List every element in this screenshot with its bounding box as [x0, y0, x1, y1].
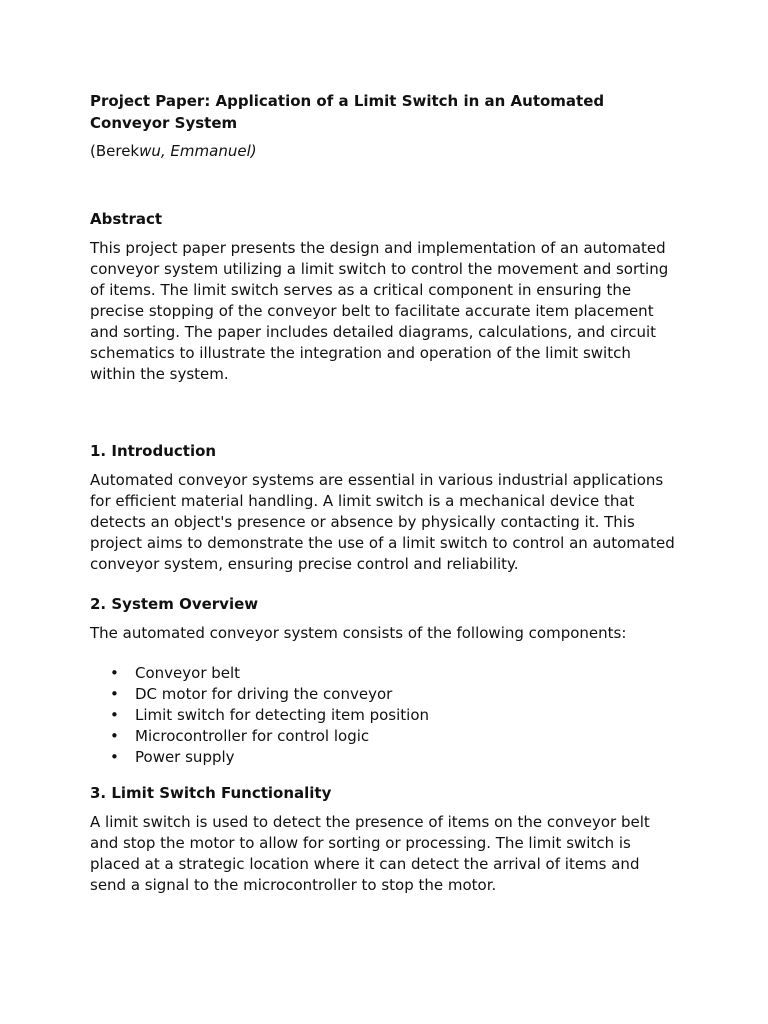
bullet: • — [110, 748, 119, 766]
paper-title: Project Paper: Application of a Limit Switch in an Automated Conveyor System — [90, 92, 605, 132]
list-item-text: Power supply — [135, 748, 235, 766]
list-item — [90, 747, 680, 768]
system-overview-body: The automated conveyor system consists of the following components: — [90, 624, 627, 642]
list-item — [90, 726, 680, 747]
list-item-text: Conveyor belt — [135, 664, 241, 682]
list-item-text: DC motor for driving the conveyor — [135, 685, 393, 703]
limit-switch-heading: 3. Limit Switch Functionality — [90, 784, 332, 802]
list-item — [90, 684, 680, 705]
bullet: • — [110, 706, 119, 724]
author-line — [90, 140, 680, 162]
component-list — [90, 663, 680, 768]
bullet: • — [110, 727, 119, 745]
author-italic: wu, Emmanuel) — [139, 142, 257, 160]
introduction-heading: 1. Introduction — [90, 442, 217, 460]
abstract-heading: Abstract — [90, 210, 163, 228]
bullet: • — [110, 664, 119, 682]
introduction-body: Automated conveyor systems are essential in various industrial applications for efficient material handling. A limit switch is a mechanical device that detects an object's presence or absence by physically contacting it. This project aims to demonstrate the use of a limit switch to control an automated conveyor system, ensuring precise control and reliability. — [90, 471, 675, 573]
list-item — [90, 663, 680, 684]
author-prefix: (Berek — [90, 142, 140, 160]
system-overview-heading: 2. System Overview — [90, 595, 259, 613]
limit-switch-body: A limit switch is used to detect the presence of items on the conveyor belt and stop the motor to allow for sorting or processing. The limit switch is placed at a strategic location where it can detect the arrival of items and send a signal to the microcontroller to stop the motor. — [90, 813, 650, 894]
bullet: • — [110, 685, 119, 703]
list-item-text: Microcontroller for control logic — [135, 727, 370, 745]
document-page — [90, 90, 680, 896]
abstract-body: This project paper presents the design and implementation of an automated conveyor system utilizing a limit switch to control the movement and sorting of items. The limit switch serves as a critical component in ensuring the precise stopping of the conveyor belt to facilitate accurate item placement and sorting. The paper includes detailed diagrams, calculations, and circuit schematics to illustrate the integration and operation of the limit switch within the system. — [90, 239, 669, 383]
list-item — [90, 705, 680, 726]
list-item-text: Limit switch for detecting item position — [135, 706, 430, 724]
